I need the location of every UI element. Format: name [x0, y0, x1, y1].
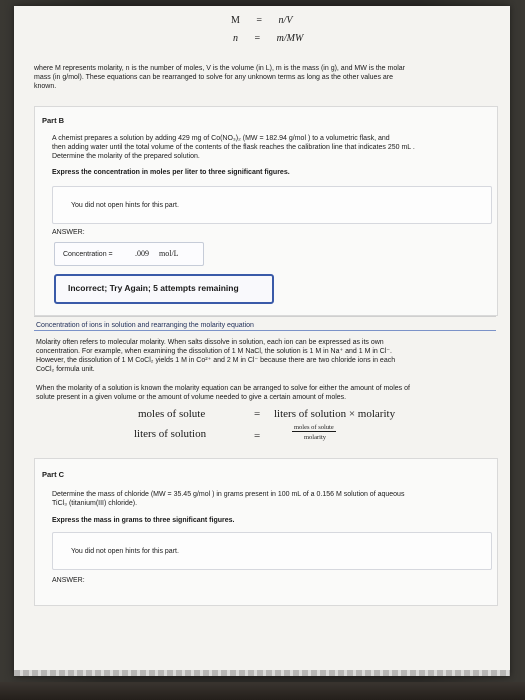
concentration-section-heading: Concentration of ions in solution and rearranging the molarity equation — [36, 322, 254, 329]
part-b-question-line-1: A chemist prepares a solution by adding 429 mg of Co(NO₃)₂ (MW = 182.94 g/mol ) to a volumetric flask, and — [52, 135, 390, 142]
eq-n-over-v: n/V — [278, 15, 293, 26]
part-c-title: Part C — [42, 470, 65, 479]
feedback-text: Incorrect; Try Again; 5 attempts remaining — [68, 283, 239, 293]
eq2-left: liters of solution — [134, 428, 207, 440]
concentration-para1-line-3: However, the dissolution of 1 M CoCl₂ yields 1 M in Co²⁺ and 2 M in Cl⁻ because there are two chloride ions in each — [36, 357, 396, 364]
divider — [34, 316, 496, 317]
page-bottom-edge — [14, 670, 510, 676]
eq-m-over-mw: m/MW — [276, 33, 304, 44]
section-divider — [34, 330, 496, 331]
part-c-hint-box[interactable] — [52, 532, 492, 570]
part-b-hint-text: You did not open hints for this part. — [71, 202, 179, 209]
part-b-question-line-3: Determine the molarity of the prepared solution. — [52, 153, 200, 160]
equation-moles-of-solute — [138, 408, 396, 420]
part-b-title: Part B — [42, 116, 65, 125]
intro-line-2: mass (in g/mol). These equations can be rearranged to solve for any unknown terms as long as the other values are — [34, 74, 394, 81]
intro-line-1: where M represents molarity, n is the number of moles, V is the volume (in L), m is the mass (in g), and MW is the molar — [34, 65, 405, 72]
eq-equals: = — [256, 15, 263, 26]
equation-liters-of-solution — [134, 424, 334, 442]
part-b-answer-label: ANSWER: — [52, 229, 85, 236]
table-edge — [0, 682, 525, 700]
part-c-hint-text: You did not open hints for this part. — [71, 548, 179, 555]
concentration-label: Concentration = — [63, 251, 113, 258]
eq-n-symbol: n — [233, 33, 238, 44]
printed-page — [14, 6, 510, 676]
part-c-question-line-2: TiCl₃ (titanium(III) chloride). — [52, 500, 138, 507]
concentration-para1-line-2: concentration. For example, when examining the dissolution of 1 M NaCl, the solution is 1 M in Na⁺ and 1 M in Cl⁻. — [36, 348, 393, 355]
eq-equals: = — [254, 33, 261, 44]
concentration-para2-line-1: When the molarity of a solution is known the molarity equation can be arranged to solve for either the amount of moles of — [36, 385, 410, 392]
part-c-instruction: Express the mass in grams to three significant figures. — [52, 517, 235, 524]
concentration-value[interactable]: .009 — [135, 249, 149, 258]
part-c-answer-label: ANSWER: — [52, 577, 85, 584]
eq1-right: liters of solution × molarity — [274, 408, 396, 420]
equation-moles — [233, 33, 303, 44]
eq2-denominator: molarity — [304, 434, 327, 441]
part-b-answer-box — [54, 242, 204, 266]
part-b-instruction: Express the concentration in moles per liter to three significant figures. — [52, 169, 290, 176]
concentration-para1-line-1: Molarity often refers to molecular molarity. When salts dissolve in solution, each ion can be expressed as its own — [36, 339, 384, 346]
part-b-hint-box[interactable] — [52, 186, 492, 224]
concentration-para1-line-4: CoCl₂ formula unit. — [36, 366, 95, 373]
part-c-question-line-1: Determine the mass of chloride (MW = 35.45 g/mol ) in grams present in 100 mL of a 0.156 M solution of aqueous — [52, 491, 405, 498]
intro-line-3: known. — [34, 83, 57, 90]
concentration-para2-line-2: solute present in a given volume or the amount of volume needed to give a certain amount of moles. — [36, 394, 347, 401]
concentration-unit: mol/L — [159, 249, 179, 258]
eq-m-symbol: M — [231, 15, 240, 26]
part-b-feedback — [54, 274, 274, 304]
eq1-left: moles of solute — [138, 408, 206, 420]
part-b-question-line-2: then adding water until the total volume of the contents of the flask reaches the calibration line that indicates 250 mL . — [52, 144, 415, 151]
eq2-equals: = — [254, 430, 261, 442]
eq1-equals: = — [254, 408, 261, 420]
eq2-numerator: moles of solute — [294, 424, 334, 431]
equation-molarity — [231, 15, 292, 26]
